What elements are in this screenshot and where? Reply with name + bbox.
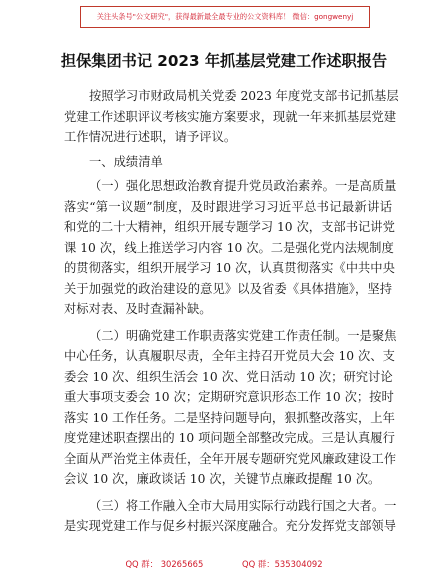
text-line: 课 10 次，线上推送学习内容 10 次。二是强化党内法规制度 xyxy=(64,240,394,255)
text-line: 中心任务，认真履职尽责，全年主持召开党员大会 10 次、支 xyxy=(64,349,395,363)
text-line: 度党建述职查摆出的 10 项问题全部整改完成。三是认真履行 xyxy=(64,431,395,445)
text-line: 和党的二十大精神，组织开展专题学习 10 次，支部书记讲党 xyxy=(64,220,395,234)
text-line: 全面从严治党主体责任，全年开展专题研究党风廉政建设工作 xyxy=(64,451,397,466)
paragraph-1 xyxy=(64,176,397,320)
text-line: 会议 10 次，廉政谈话 10 次，关键节点廉政提醒 10 次。 xyxy=(64,472,381,486)
text-line: 重大事项支委会 10 次；定期研究意识形态工作 10 次；按时 xyxy=(64,390,394,404)
text-line: 的贯彻落实，组织开展学习 10 次，认真贯彻落实《中共中央 xyxy=(64,261,395,275)
text-line: 关于加强党的政治建设的意见》以及省委《具体措施》，坚持 xyxy=(64,281,392,296)
text-line: （一）强化思想政治教育提升党员政治素养。一是高质量 xyxy=(89,179,397,193)
document-body xyxy=(64,86,399,537)
text-line: 是实现党建工作与促乡村振兴深度融合。充分发挥党支部领导 xyxy=(64,519,397,533)
document-title: 担保集团书记 2023 年抓基层党建工作述职报告 xyxy=(60,52,388,70)
text-line: 落实 10 工作任务。二是坚持问题导向，狠抓整改落实，上年 xyxy=(64,410,395,425)
text-line: 按照学习市财政局机关党委 2023 年度党支部书记抓基层 xyxy=(89,89,399,103)
paragraph-3 xyxy=(64,496,397,537)
footer-qq-group-2: QQ 群：535304092 xyxy=(242,559,323,569)
text-line: 落实“第一议题”制度，及时跟进学习习近平总书记最新讲话 xyxy=(64,199,392,214)
text-line: 对标对表、及时查漏补缺。 xyxy=(64,302,212,316)
section-heading: 一、成绩清单 xyxy=(89,154,163,169)
promo-banner xyxy=(80,6,370,28)
promo-banner-text: 关注头条号"公文研究"，获得最新最全最专业的公文资料库！ 微信：gongwenyj xyxy=(96,12,354,21)
text-line: 工作情况进行述职，请予评议。 xyxy=(64,130,237,144)
paragraph-2 xyxy=(64,326,397,490)
text-line: 委会 10 次、组织生活会 10 次、党日活动 10 次；研究讨论 xyxy=(64,369,393,384)
intro-paragraph xyxy=(64,86,399,148)
text-line: （三）将工作融入全市大局用实际行动践行国之大者。一 xyxy=(89,498,397,513)
text-line: （二）明确党建工作职责落实党建工作责任制。一是聚焦 xyxy=(89,328,397,343)
text-line: 党建工作述职评议考核实施方案要求，现就一年来抓基层党建 xyxy=(64,109,397,124)
footer-contact xyxy=(0,558,448,570)
footer-qq-group-1: QQ 群： 30265665 xyxy=(125,559,204,569)
